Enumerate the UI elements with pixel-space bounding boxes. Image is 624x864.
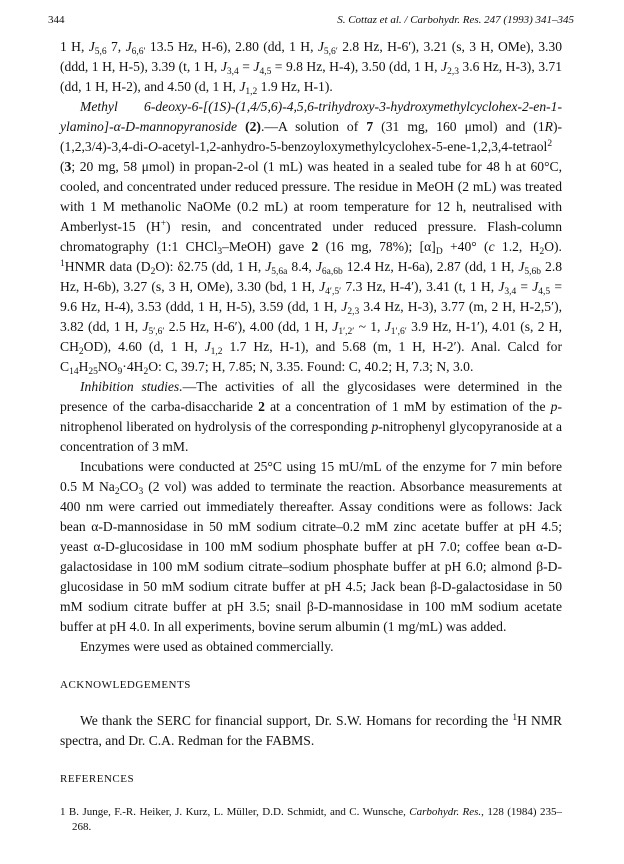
section-run-in-heading: Inhibition studies.	[80, 379, 183, 394]
paragraph-incubations: Incubations were conducted at 25°C using 15 mU/mL of the enzyme for 7 min before 0.5 M $Na_2CO_3$ (2 vol) was added to terminate the reaction. Absorbance measurements at 400 nm were carried out immediately thereafter. Assay conditions were as follows: Jack bean α-D-mannosidase in 50 mM sodium citrate–0.2 mM zinc acetate buffer at pH 4.5; yeast α-D-glucosidase in 100 mM sodium phosphate buffer at pH 7.0; coffee bean α-D-galactosidase in 100 mM sodium citrate–sodium phosphate buffer at pH 6.0; almond β-D-glucosidase in 50 mM sodium citrate buffer at pH 4.5; Jack bean β-D-galactosidase in 50 mM sodium citrate buffer at pH 3.5; snail β-D-mannosidase in 100 mM sodium acetate buffer at pH 4.0. In all experiments, bovine serum albumin (1 mg/mL) was added.	[60, 459, 562, 634]
acknowledgements-heading: ACKNOWLEDGEMENTS	[60, 679, 191, 691]
body-text	[60, 37, 562, 835]
acknowledgements-text: We thank the SERC for financial support, Dr. S.W. Homans for recording the $^1$H NMR spectra, and Dr. C.A. Redman for the FABMS.	[60, 713, 563, 748]
running-head: S. Cottaz et al. / Carbohydr. Res. 247 (1993) 341–345	[337, 14, 574, 26]
references-heading: REFERENCES	[60, 773, 135, 785]
paragraph-inhibition: Inhibition studies.—The activities of all the glycosidases were determined in the presence of the carba-disaccharide 2 at a concentration of 1 mM by estimation of the p-nitrophenol liberated on hydrolysis of the corresponding p-nitrophenyl glycopyranoside at a concentration of 3 mM.	[60, 379, 562, 454]
paragraph-enzymes: Enzymes were used as obtained commercially.	[80, 639, 334, 654]
page-number: 344	[48, 14, 65, 26]
paragraph-synthesis: Methyl 6-deoxy-6-[(1S)-(1,4/5,6)-4,5,6-trihydroxy-3-hydroxymethylcyclohex-2-en-1-ylamino]-α-D-mannopyranoside (2).—A solution of 7 (31 mg, 160 μmol) and (1R)-(1,2,3/4)-3,4-di-O-acetyl-1,2-anhydro-5-benzoyloxymethylcyclohex-5-ene-1,2,3,4-tetraol$^2$ (3; 20 mg, 58 μmol) in propan-2-ol (1 mL) was heated in a sealed tube for 48 h at 60°C, cooled, and concentrated under reduced pressure. The residue in MeOH (2 mL) was treated with 1 M methanolic NaOMe (0.2 mL) at room temperature for 12 h, neutralised with Amberlyst-15 (H+) resin, and concentrated under reduced pressure. Flash-column chromatography (1:1 CHCl$_3$–MeOH) gave 2 (16 mg, 78%); $[\alpha]_D +40^\circ$ (c 1.2, $H_2O$). $^1$HNMR data $(D_2O)$: δ2.75 (dd, 1 H, $J_{5,6a}$ 8.4, $J_{6a,6b}$ 12.4 Hz, H-6a), 2.87 (dd, 1 H, $J_{5,6b}$ 2.8 Hz, H-6b), 3.27 (s, 3 H, OMe), 3.30 (bd, 1 H, $J_{4',5'}$ 7.3 Hz, H-4′), 3.41 (t, 1 H, $J_{3,4} = J_{4,5} = 9.6$ Hz, H-4), 3.53 (ddd, 1 H, H-5), 3.59 (dd, 1 H, $J_{2,3}$ 3.4 Hz, H-3), 3.77 (m, 2 H, H-2,5′), 3.82 (dd, 1 H, $J_{5',6'}$ 2.5 Hz, H-6′), 4.00 (dd, 1 H, $J_{1',2'}$ ~ 1, $J_{1',6'}$ 3.9 Hz, H-1′), 4.01 (s, 2 H, $CH_2OD$), 4.60 (d, 1 H, $J_{1,2}$ 1.7 Hz, H-1), and 5.68 (m, 1 H, H-2′). Anal. Calcd for $C_{14}H_{25}NO_9\cdot 4H_2O$: C, 39.7; H, 7.85; N, 3.35. Found: C, 40.2; H, 7.3; N, 3.0.	[60, 99, 563, 377]
paragraph-nmr-data: 1 H, $J_{5,6}$ 7, $J_{6,6'}$ 13.5 Hz, H-6), 2.80 (dd, 1 H, $J_{5,6'}$ 2.8 Hz, H-6′), 3.21 (s, 3 H, OMe), 3.30 (ddd, 1 H, H-5), 3.39 (t, 1 H, $J_{3,4} = J_{4,5} = 9.8$ Hz, H-4), 3.50 (dd, 1 H, $J_{2,3}$ 3.6 Hz, H-3), 3.71 (dd, 1 H, H-2), and 4.50 (d, 1 H, $J_{1,2}$ 1.9 Hz, H-1).	[60, 39, 562, 97]
compound-title: Methyl 6-deoxy-6-[(1S)-(1,4/5,6)-4,5,6-trihydroxy-3-hydroxymethylcyclohex-2-en-1-ylamino]-α-D-mannopyranoside	[60, 99, 562, 134]
page-header	[48, 14, 574, 26]
reference-item: 1 B. Junge, F.-R. Heiker, J. Kurz, L. Müller, D.D. Schmidt, and C. Wunsche, Carbohydr. Res., 128 (1984) 235–268.	[60, 806, 562, 833]
